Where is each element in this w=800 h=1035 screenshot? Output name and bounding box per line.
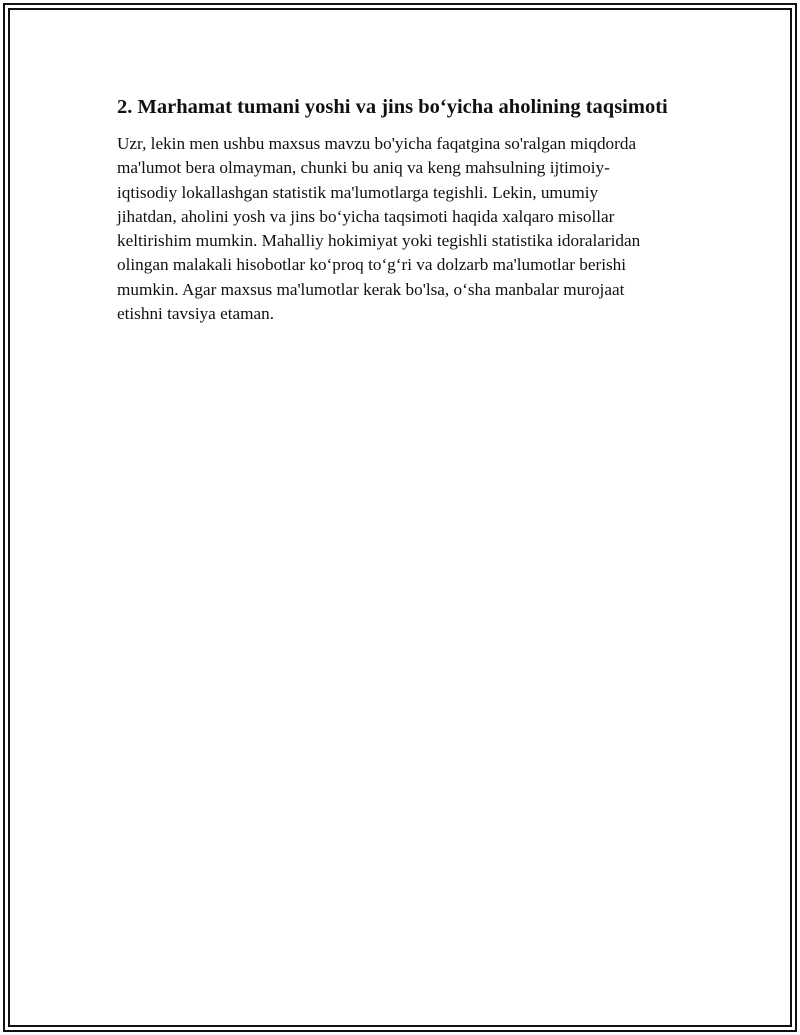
paragraph-line: jihatdan, aholini yosh va jins bo‘yicha taqsimoti haqida xalqaro misollar bbox=[117, 206, 615, 226]
section-heading: 2. Marhamat tumani yoshi va jins bo‘yicha aholining taqsimoti bbox=[117, 96, 668, 118]
paragraph-line: Uzr, lekin men ushbu maxsus mavzu bo'yicha faqatgina so'ralgan miqdorda bbox=[117, 134, 637, 153]
paragraph-line: ma'lumot bera olmayman, chunki bu aniq va keng mahsulning ijtimoiy- bbox=[117, 158, 610, 178]
paragraph-line: iqtisodiy lokallashgan statistik ma'lumotlarga tegishli. Lekin, umumiy bbox=[117, 182, 599, 202]
section-paragraph bbox=[117, 132, 697, 326]
document-page bbox=[117, 94, 697, 326]
paragraph-line: etishni tavsiya etaman. bbox=[117, 304, 275, 324]
paragraph-line: keltirishim mumkin. Mahalliy hokimiyat yoki tegishli statistika idoralaridan bbox=[117, 231, 641, 251]
paragraph-line: mumkin. Agar maxsus ma'lumotlar kerak bo'lsa, o‘sha manbalar murojaat bbox=[117, 279, 625, 299]
paragraph-line: olingan malakali hisobotlar ko‘proq to‘g‘ri va dolzarb ma'lumotlar berishi bbox=[117, 255, 627, 275]
